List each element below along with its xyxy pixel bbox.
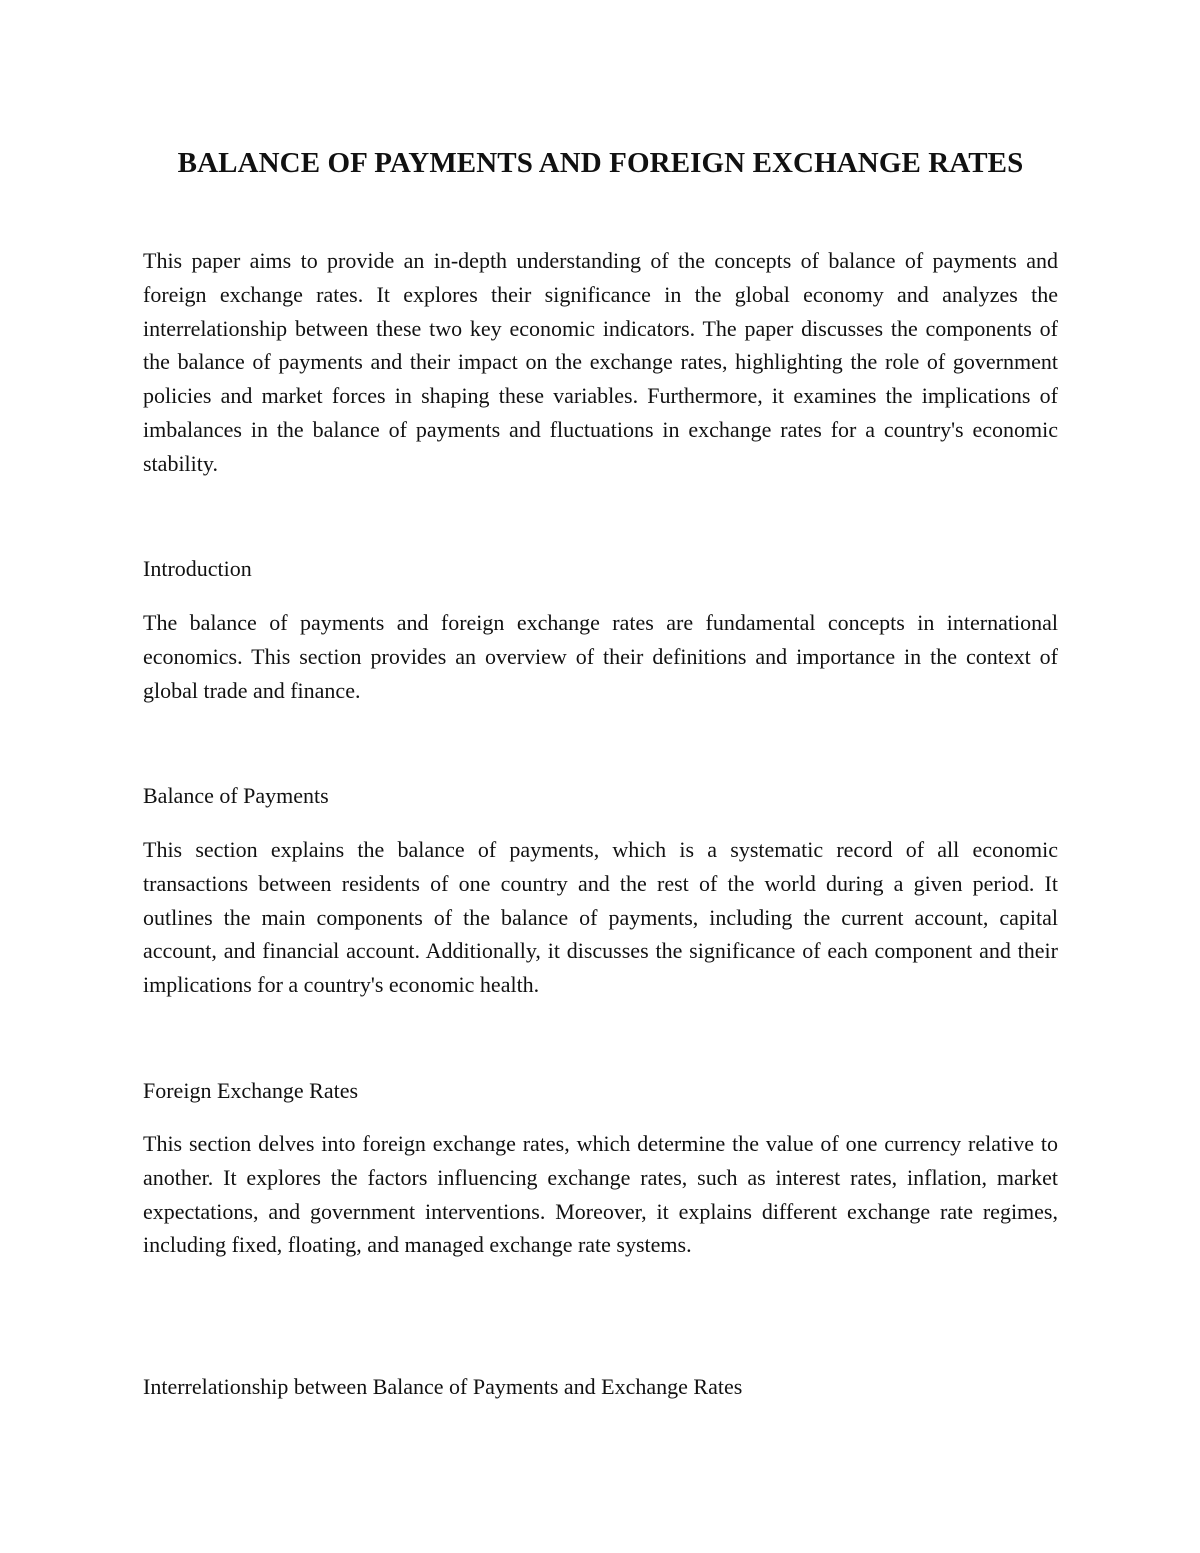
section-heading-interrelationship: Interrelationship between Balance of Payments and Exchange Rates	[143, 1374, 743, 1399]
section-body-foreign-exchange-rates: This section delves into foreign exchange rates, which determine the value of one currency relative to another. It explores the factors influencing exchange rates, such as interest rates, inflation, market expectations, and government interventions. Moreover, it explains different exchange rate regimes, including fixed, floating, and managed exchange rate systems.	[143, 1131, 1058, 1258]
section-body-introduction: The balance of payments and foreign exchange rates are fundamental concepts in international economics. This section provides an overview of their definitions and importance in the context of global trade and finance.	[143, 610, 1058, 703]
section-heading-introduction: Introduction	[143, 556, 252, 581]
section-body-balance-of-payments: This section explains the balance of payments, which is a systematic record of all economic transactions between residents of one country and the rest of the world during a given period. It outlines the main components of the balance of payments, including the current account, capital account, and financial account. Additionally, it discusses the significance of each component and their implications for a country's economic health.	[143, 837, 1058, 998]
document-title: BALANCE OF PAYMENTS AND FOREIGN EXCHANGE RATES	[177, 147, 1024, 179]
section-heading-foreign-exchange-rates: Foreign Exchange Rates	[143, 1078, 359, 1103]
section-heading-balance-of-payments: Balance of Payments	[143, 783, 329, 808]
abstract-paragraph: This paper aims to provide an in-depth understanding of the concepts of balance of payments and foreign exchange rates. It explores their significance in the global economy and analyzes the interrelationship between these two key economic indicators. The paper discusses the components of the balance of payments and their impact on the exchange rates, highlighting the role of government policies and market forces in shaping these variables. Furthermore, it examines the implications of imbalances in the balance of payments and fluctuations in exchange rates for a country's economic stability.	[143, 248, 1058, 476]
